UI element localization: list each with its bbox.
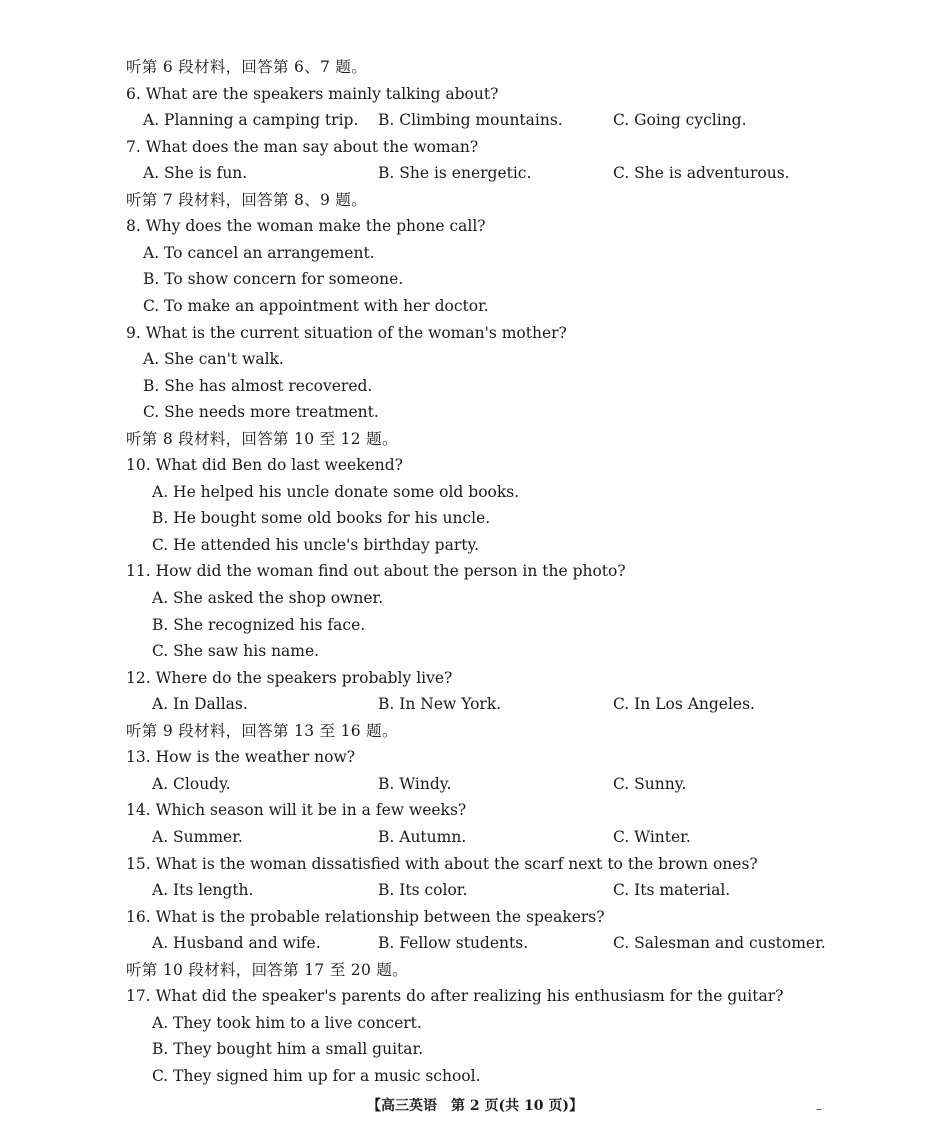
answer-option: B. They bought him a small guitar. [152,1040,424,1059]
answer-option-a: A. Husband and wife. [152,934,321,953]
corner-mark: – [816,1102,822,1116]
question-stem: 13. How is the weather now? [126,748,356,767]
answer-options-row [126,826,826,848]
section-heading: 听第 10 段材料，回答第 17 至 20 题。 [126,960,408,979]
answer-options-row [126,162,826,184]
section-heading: 听第 6 段材料，回答第 6、7 题。 [126,58,367,76]
answer-option-b: B. She is energetic. [378,164,532,183]
answer-option-b: B. Its color. [378,881,468,900]
answer-option: A. She can't walk. [143,350,284,369]
answer-option: B. To show concern for someone. [143,270,404,289]
answer-options-row [126,879,826,901]
question-stem: 14. Which season will it be in a few weeks? [126,801,467,820]
answer-option-c: C. Salesman and customer. [613,934,826,953]
answer-option: B. He bought some old books for his uncle. [152,509,491,528]
answer-option: C. To make an appointment with her doctor. [143,296,489,315]
answer-option: A. He helped his uncle donate some old books. [152,482,520,501]
answer-options-row [126,109,826,131]
answer-option: B. She recognized his face. [152,615,366,634]
section-heading: 听第 7 段材料，回答第 8、9 题。 [126,190,367,209]
answer-option-b: B. Autumn. [378,827,467,846]
question-stem: 15. What is the woman dissatisfied with about the scarf next to the brown ones? [126,854,758,873]
answer-option-b: B. Climbing mountains. [378,111,563,130]
answer-option: A. She asked the shop owner. [152,589,384,607]
question-stem: 7. What does the man say about the woman? [126,137,479,156]
question-stem: 16. What is the probable relationship between the speakers? [126,907,605,926]
answer-option-b: B. In New York. [378,695,502,714]
answer-option-a: A. Summer. [152,827,243,846]
answer-option-a: A. Cloudy. [152,774,231,793]
answer-option-c: C. Sunny. [613,774,687,793]
answer-option: C. She needs more treatment. [143,403,379,422]
question-stem: 9. What is the current situation of the woman's mother? [126,323,567,342]
answer-option-c: C. Winter. [613,827,691,846]
answer-option-c: C. Going cycling. [613,111,747,130]
question-stem: 6. What are the speakers mainly talking about? [126,84,499,103]
answer-option-a: A. In Dallas. [152,695,248,714]
section-heading: 听第 9 段材料，回答第 13 至 16 题。 [126,721,398,740]
question-stem: 11. How did the woman find out about the person in the photo? [126,562,626,581]
answer-option-b: B. Windy. [378,774,452,793]
answer-option-c: C. She is adventurous. [613,164,790,183]
answer-option: C. He attended his uncle's birthday party. [152,535,480,554]
answer-options-row [126,773,826,795]
answer-options-row [126,932,826,954]
question-stem: 12. Where do the speakers probably live? [126,668,453,687]
answer-option: A. They took him to a live concert. [152,1013,422,1032]
answer-option-a: A. Planning a camping trip. [143,111,359,130]
section-heading: 听第 8 段材料，回答第 10 至 12 题。 [126,429,398,448]
page-footer: 【高三英语 第 2 页(共 10 页)】 [367,1098,583,1114]
question-stem: 17. What did the speaker's parents do after realizing his enthusiasm for the guitar? [126,987,784,1006]
answer-option-a: A. Its length. [152,881,254,900]
answer-options-row [126,693,826,715]
answer-option-c: C. Its material. [613,881,731,900]
answer-option: B. She has almost recovered. [143,376,373,395]
answer-option: C. She saw his name. [152,642,320,661]
answer-option-a: A. She is fun. [143,164,248,183]
answer-option: A. To cancel an arrangement. [143,243,375,262]
answer-option-b: B. Fellow students. [378,934,529,953]
answer-option: C. They signed him up for a music school. [152,1066,481,1085]
question-stem: 8. Why does the woman make the phone call? [126,217,486,236]
answer-option-c: C. In Los Angeles. [613,695,755,714]
question-stem: 10. What did Ben do last weekend? [126,456,403,475]
